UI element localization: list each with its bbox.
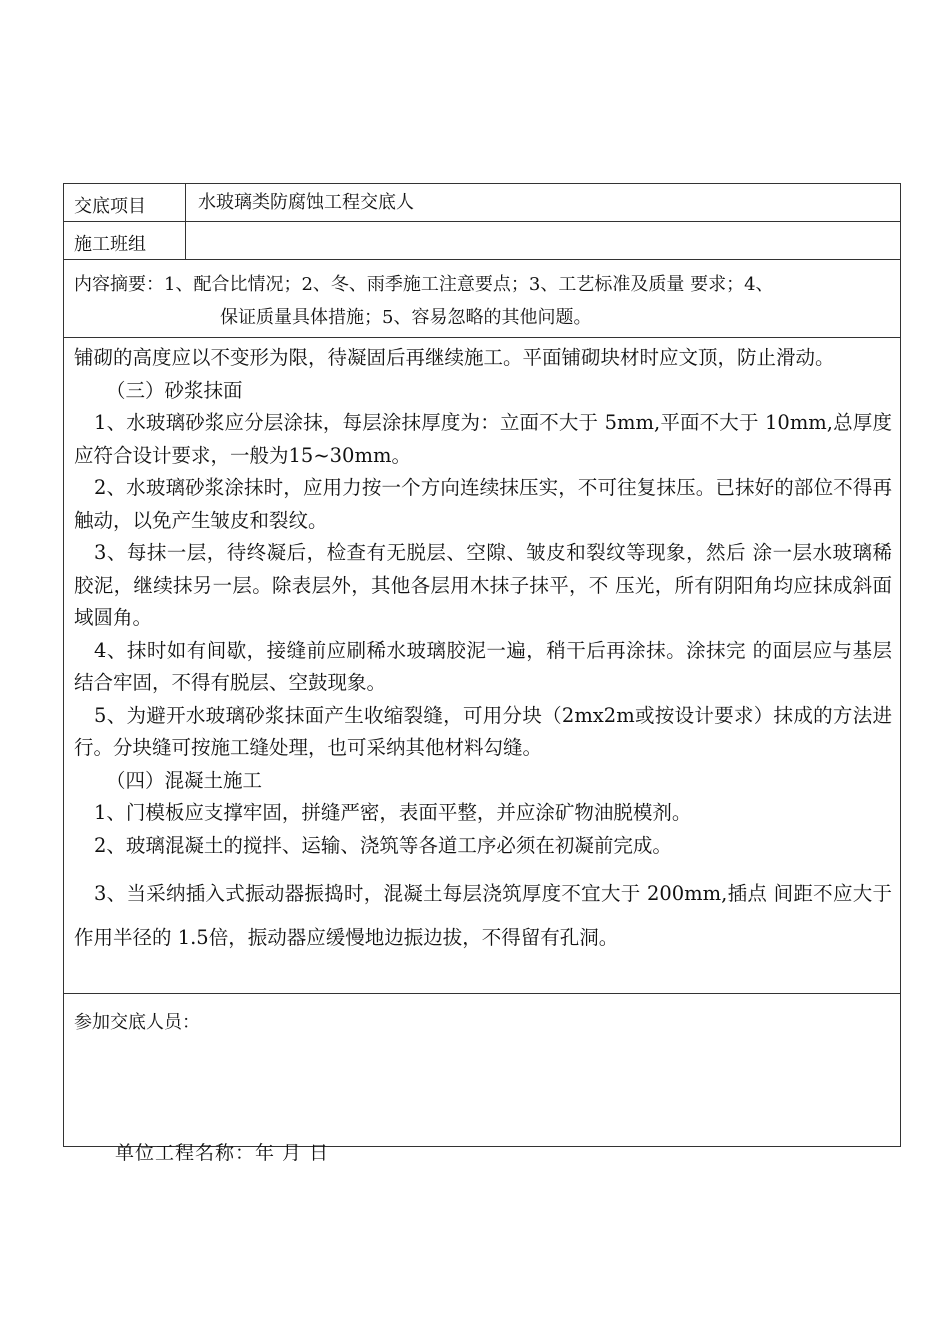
paragraph-1: 1、水玻璃砂浆应分层涂抹，每层涂抹厚度为：立面不大于 5mm,平面不大于 10mm,总厚度应符合设计要求，一般为15~30mm。 [74, 411, 892, 467]
project-row [64, 184, 900, 222]
paragraph-7: 2、玻璃混凝土的搅拌、运输、浇筑等各道工序必须在初凝前完成。 [94, 833, 672, 857]
paragraph-2: 2、水玻璃砂浆涂抹时，应用力按一个方向连续抹压实，不可往复抹压。已抹好的部位不得再触动，以免产生皱皮和裂纹。 [74, 476, 892, 532]
participants-label: 参加交底人员： [74, 1012, 200, 1033]
project-value: 水玻璃类防腐蚀工程交底人 [198, 192, 414, 213]
section-heading-3: （三）砂浆抹面 [106, 378, 243, 402]
paragraph-5: 5、为避开水玻璃砂浆抹面产生收缩裂缝，可用分块（2mx2m或按设计要求）抹成的方法进行。分块缝可按施工缝处理，也可采纳其他材料勾缝。 [74, 703, 892, 759]
team-label: 施工班组 [64, 222, 186, 259]
disclosure-form [63, 183, 901, 1147]
section-heading-4: （四）混凝土施工 [106, 768, 263, 792]
paragraph-6: 1、门模板应支撑牢固，拼缝严密，表面平整，并应涂矿物油脱模剂。 [94, 801, 692, 824]
paragraph-3: 3、每抹一层，待终凝后，检查有无脱层、空隙、皱皮和裂纹等现象，然后 涂一层水玻璃稀胶泥，继续抹另一层。除表层外，其他各层用木抹子抹平，不 压光，所有阴阳角均应抹成斜面域圆角。 [74, 541, 892, 629]
summary-line-1: 内容摘要：1、配合比情况；2、冬、雨季施工注意要点；3、工艺标准及质量 要求；4、 [74, 274, 774, 295]
summary-line-2: 保证质量具体措施；5、容易忽略的其他问题。 [220, 307, 592, 328]
team-row [64, 222, 900, 260]
content-body [64, 338, 900, 994]
paragraph-4: 4、抹时如有间歇，接缝前应刷稀水玻璃胶泥一遍，稍干后再涂抹。涂抹完 的面层应与基层结合牢固，不得有脱层、空鼓现象。 [74, 638, 892, 694]
team-value [186, 222, 900, 259]
paragraph-intro: 铺砌的高度应以不变形为限，待凝固后再继续施工。平面铺砌块材时应文顶，防止滑动。 [74, 346, 835, 369]
project-label: 交底项目 [64, 184, 186, 221]
paragraph-8: 3、当采纳插入式振动器振捣时，混凝土每层浇筑厚度不宜大于 200mm,插点 间距不应大于作用半径的 1.5倍，振动器应缓慢地边振边拔，不得留有孔洞。 [74, 882, 892, 949]
participants-row [64, 994, 900, 1146]
footer-unit-date: 单位工程名称：年 月 日 [115, 1142, 330, 1164]
summary-row [64, 260, 900, 338]
